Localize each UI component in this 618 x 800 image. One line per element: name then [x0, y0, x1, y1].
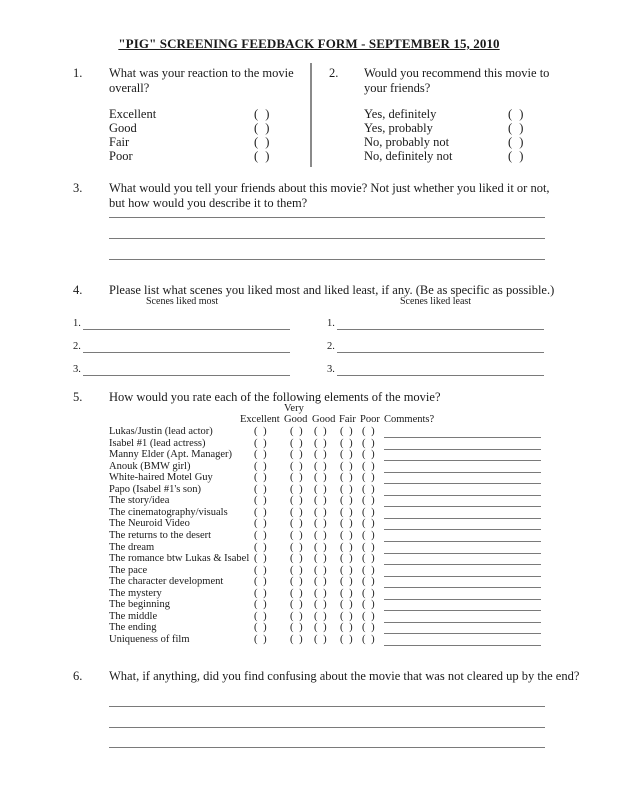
q6-answer-line-2[interactable]: [109, 717, 545, 728]
q1-option-radio[interactable]: ( ): [254, 135, 272, 149]
rating-row-label: The middle: [109, 610, 158, 622]
rating-radio-excellent[interactable]: ( ): [254, 587, 269, 599]
rating-radio-poor[interactable]: ( ): [362, 460, 377, 472]
rating-row-label: Manny Elder (Apt. Manager): [109, 449, 233, 461]
rating-radio-excellent[interactable]: ( ): [254, 449, 269, 461]
rating-radio-excellent[interactable]: ( ): [254, 529, 269, 541]
q4-number: 4.: [73, 283, 83, 297]
rating-row-label: The ending: [109, 622, 157, 634]
rating-radio-excellent[interactable]: ( ): [254, 483, 269, 495]
rating-radio-poor[interactable]: ( ): [362, 437, 377, 449]
rating-radio-very-good[interactable]: ( ): [290, 518, 305, 530]
rating-radio-good[interactable]: ( ): [314, 495, 329, 507]
rating-row-label: Lukas/Justin (lead actor): [109, 426, 213, 437]
q2-option-label: No, definitely not: [364, 149, 453, 163]
rating-row-label: The character development: [109, 576, 224, 588]
q3-answer-line-3[interactable]: [109, 249, 545, 260]
rating-radio-fair[interactable]: ( ): [340, 449, 355, 461]
rating-radio-good[interactable]: ( ): [314, 518, 329, 530]
rating-radio-fair[interactable]: ( ): [340, 495, 355, 507]
rating-radio-good[interactable]: ( ): [314, 576, 329, 588]
rating-radio-excellent[interactable]: ( ): [254, 610, 269, 622]
rating-radio-good[interactable]: ( ): [314, 564, 329, 576]
rating-radio-excellent[interactable]: ( ): [254, 426, 269, 437]
rating-radio-fair[interactable]: ( ): [340, 587, 355, 599]
q1-option-radio[interactable]: ( ): [254, 149, 272, 163]
q1-option-radio[interactable]: ( ): [254, 107, 272, 121]
liked-least-input[interactable]: [337, 342, 544, 353]
liked-most-item-number: 1.: [73, 318, 81, 329]
rating-radio-very-good[interactable]: ( ): [290, 472, 305, 484]
rating-row-label: The returns to the desert: [109, 529, 212, 541]
q1-text-line2: overall?: [109, 81, 150, 95]
q5-number: 5.: [73, 390, 83, 404]
q4-text: Please list what scenes you liked most and liked least, if any. (Be as specific as possible.): [109, 283, 555, 297]
rating-radio-poor[interactable]: ( ): [362, 518, 377, 530]
scenes-liked-least-label: Scenes liked least: [400, 296, 472, 307]
liked-most-input[interactable]: [83, 319, 290, 330]
rating-radio-fair[interactable]: ( ): [340, 426, 355, 437]
rating-radio-excellent[interactable]: ( ): [254, 553, 269, 565]
rating-radio-fair[interactable]: ( ): [340, 633, 355, 645]
q5-text: How would you rate each of the following elements of the movie?: [109, 390, 441, 404]
q6-text: What, if anything, did you find confusing about the movie that was not cleared up by the end?: [109, 669, 580, 683]
rating-radio-poor[interactable]: ( ): [362, 529, 377, 541]
liked-most-item-number: 3.: [73, 364, 81, 375]
header-excellent: Excellent: [240, 414, 280, 425]
liked-most-input[interactable]: [83, 342, 290, 353]
q1-option-label: Fair: [109, 135, 130, 149]
rating-comment-input[interactable]: [384, 612, 541, 623]
rating-radio-excellent[interactable]: ( ): [254, 541, 269, 553]
rating-radio-very-good[interactable]: ( ): [290, 610, 305, 622]
rating-radio-good[interactable]: ( ): [314, 529, 329, 541]
q1-text-line1: What was your reaction to the movie: [109, 66, 294, 80]
scenes-liked-most-label: Scenes liked most: [146, 296, 219, 307]
rating-radio-fair[interactable]: ( ): [340, 564, 355, 576]
rating-radio-very-good[interactable]: ( ): [290, 622, 305, 634]
rating-radio-excellent[interactable]: ( ): [254, 518, 269, 530]
rating-radio-very-good[interactable]: ( ): [290, 426, 305, 437]
rating-radio-poor[interactable]: ( ): [362, 506, 377, 518]
rating-radio-good[interactable]: ( ): [314, 460, 329, 472]
rating-comment-input[interactable]: [384, 485, 541, 496]
q1-number: 1.: [73, 66, 83, 80]
rating-radio-good[interactable]: ( ): [314, 599, 329, 611]
rating-radio-fair[interactable]: ( ): [340, 518, 355, 530]
rating-radio-good[interactable]: ( ): [314, 437, 329, 449]
rating-radio-poor[interactable]: ( ): [362, 495, 377, 507]
rating-radio-very-good[interactable]: ( ): [290, 553, 305, 565]
rating-radio-very-good[interactable]: ( ): [290, 506, 305, 518]
rating-radio-fair[interactable]: ( ): [340, 437, 355, 449]
rating-row-label: The story/idea: [109, 495, 170, 507]
rating-radio-excellent[interactable]: ( ): [254, 576, 269, 588]
liked-most-input[interactable]: [83, 365, 290, 376]
liked-least-input[interactable]: [337, 365, 544, 376]
rating-radio-poor[interactable]: ( ): [362, 472, 377, 484]
rating-radio-good[interactable]: ( ): [314, 553, 329, 565]
rating-comment-input[interactable]: [384, 577, 541, 588]
column-divider: [310, 63, 312, 167]
rating-row-label: White-haired Motel Guy: [109, 472, 213, 484]
rating-radio-fair[interactable]: ( ): [340, 553, 355, 565]
q2-option-radio[interactable]: ( ): [508, 121, 526, 135]
rating-row-label: Uniqueness of film: [109, 633, 190, 645]
rating-radio-poor[interactable]: ( ): [362, 553, 377, 565]
rating-radio-poor[interactable]: ( ): [362, 426, 377, 437]
rating-radio-fair[interactable]: ( ): [340, 576, 355, 588]
q1-option-label: Excellent: [109, 107, 157, 121]
rating-radio-excellent[interactable]: ( ): [254, 506, 269, 518]
rating-comment-input[interactable]: [384, 635, 541, 646]
rating-radio-poor[interactable]: ( ): [362, 564, 377, 576]
rating-radio-fair[interactable]: ( ): [340, 541, 355, 553]
rating-radio-excellent[interactable]: ( ): [254, 472, 269, 484]
liked-least-input[interactable]: [337, 319, 544, 330]
rating-comment-input[interactable]: [384, 508, 541, 519]
q2-option-label: No, probably not: [364, 135, 450, 149]
rating-radio-very-good[interactable]: ( ): [290, 460, 305, 472]
rating-comment-input[interactable]: [384, 427, 541, 438]
rating-radio-poor[interactable]: ( ): [362, 449, 377, 461]
rating-radio-poor[interactable]: ( ): [362, 587, 377, 599]
rating-comment-input[interactable]: [384, 450, 541, 461]
rating-radio-excellent[interactable]: ( ): [254, 495, 269, 507]
q2-option-radio[interactable]: ( ): [508, 149, 526, 163]
liked-most-item-number: 2.: [73, 341, 81, 352]
rating-radio-excellent[interactable]: ( ): [254, 599, 269, 611]
rating-radio-excellent[interactable]: ( ): [254, 564, 269, 576]
rating-radio-very-good[interactable]: ( ): [290, 483, 305, 495]
liked-least-item-number: 2.: [327, 341, 335, 352]
liked-least-item-number: 1.: [327, 318, 335, 329]
q6-answer-line-3[interactable]: [109, 737, 545, 748]
header-comments: Comments?: [384, 414, 435, 425]
q2-text-line1: Would you recommend this movie to: [364, 66, 550, 80]
liked-least-item-number: 3.: [327, 364, 335, 375]
rating-radio-very-good[interactable]: ( ): [290, 587, 305, 599]
rating-radio-poor[interactable]: ( ): [362, 541, 377, 553]
rating-radio-very-good[interactable]: ( ): [290, 541, 305, 553]
rating-row-label: The dream: [109, 541, 155, 553]
rating-radio-fair[interactable]: ( ): [340, 483, 355, 495]
rating-row-label: The beginning: [109, 599, 170, 611]
rating-comment-input[interactable]: [384, 600, 541, 611]
q1-option-radio[interactable]: ( ): [254, 121, 272, 135]
rating-radio-fair[interactable]: ( ): [340, 460, 355, 472]
rating-comment-input[interactable]: [384, 496, 541, 507]
rating-radio-very-good[interactable]: ( ): [290, 576, 305, 588]
rating-comment-input[interactable]: [384, 531, 541, 542]
rating-comment-input[interactable]: [384, 554, 541, 565]
rating-radio-good[interactable]: ( ): [314, 587, 329, 599]
rating-row-label: Papo (Isabel #1's son): [109, 483, 202, 495]
rating-radio-good[interactable]: ( ): [314, 426, 329, 437]
q2-text-line2: your friends?: [364, 81, 431, 95]
rating-radio-very-good[interactable]: ( ): [290, 437, 305, 449]
rating-comment-input[interactable]: [384, 473, 541, 484]
q3-answer-line-1[interactable]: [109, 207, 545, 218]
rating-radio-poor[interactable]: ( ): [362, 622, 377, 634]
rating-radio-good[interactable]: ( ): [314, 541, 329, 553]
rating-radio-fair[interactable]: ( ): [340, 529, 355, 541]
form-title: "PIG" SCREENING FEEDBACK FORM - SEPTEMBER 15, 2010: [118, 36, 500, 51]
q2-option-radio[interactable]: ( ): [508, 135, 526, 149]
rating-radio-poor[interactable]: ( ): [362, 633, 377, 645]
rating-radio-excellent[interactable]: ( ): [254, 622, 269, 634]
rating-row-label: The romance btw Lukas & Isabel: [109, 553, 250, 565]
rating-radio-very-good[interactable]: ( ): [290, 564, 305, 576]
q2-option-radio[interactable]: ( ): [508, 107, 526, 121]
rating-row-label: The Neuroid Video: [109, 518, 190, 530]
rating-radio-good[interactable]: ( ): [314, 449, 329, 461]
rating-radio-very-good[interactable]: ( ): [290, 495, 305, 507]
q2-option-label: Yes, definitely: [364, 107, 437, 121]
rating-row-label: Isabel #1 (lead actress): [109, 437, 206, 449]
rating-radio-fair[interactable]: ( ): [340, 622, 355, 634]
rating-radio-fair[interactable]: ( ): [340, 472, 355, 484]
rating-row-label: The pace: [109, 564, 148, 576]
header-good: Good: [312, 414, 336, 425]
rating-radio-excellent[interactable]: ( ): [254, 460, 269, 472]
rating-comment-input[interactable]: [384, 519, 541, 530]
rating-radio-poor[interactable]: ( ): [362, 483, 377, 495]
rating-radio-good[interactable]: ( ): [314, 472, 329, 484]
rating-radio-good[interactable]: ( ): [314, 633, 329, 645]
rating-radio-good[interactable]: ( ): [314, 622, 329, 634]
q6-number: 6.: [73, 669, 83, 683]
q1-option-label: Poor: [109, 149, 133, 163]
q6-answer-line-1[interactable]: [109, 696, 545, 707]
header-fair: Fair: [339, 414, 356, 425]
rating-radio-good[interactable]: ( ): [314, 610, 329, 622]
q3-text-line2: but how would you describe it to them?: [109, 196, 308, 210]
rating-comment-input[interactable]: [384, 589, 541, 600]
rating-radio-very-good[interactable]: ( ): [290, 449, 305, 461]
q3-answer-line-2[interactable]: [109, 228, 545, 239]
rating-comment-input[interactable]: [384, 439, 541, 450]
rating-radio-excellent[interactable]: ( ): [254, 437, 269, 449]
q3-number: 3.: [73, 181, 83, 195]
header-very-good: Good: [284, 414, 308, 425]
rating-radio-poor[interactable]: ( ): [362, 576, 377, 588]
rating-radio-poor[interactable]: ( ): [362, 610, 377, 622]
rating-radio-poor[interactable]: ( ): [362, 599, 377, 611]
rating-radio-good[interactable]: ( ): [314, 483, 329, 495]
rating-radio-fair[interactable]: ( ): [340, 599, 355, 611]
header-poor: Poor: [360, 414, 380, 425]
rating-row-label: Anouk (BMW girl): [109, 460, 191, 472]
rating-row-label: The cinematography/visuals: [109, 506, 228, 518]
rating-radio-very-good[interactable]: ( ): [290, 529, 305, 541]
rating-radio-fair[interactable]: ( ): [340, 506, 355, 518]
q1-option-label: Good: [109, 121, 137, 135]
rating-radio-very-good[interactable]: ( ): [290, 599, 305, 611]
rating-comment-input[interactable]: [384, 462, 541, 473]
rating-row-label: The mystery: [109, 587, 162, 599]
rating-comment-input[interactable]: [384, 543, 541, 554]
q2-number: 2.: [329, 66, 339, 80]
rating-radio-good[interactable]: ( ): [314, 506, 329, 518]
rating-radio-fair[interactable]: ( ): [340, 610, 355, 622]
rating-comment-input[interactable]: [384, 623, 541, 634]
q3-text-line1: What would you tell your friends about this movie? Not just whether you liked it or not,: [109, 181, 550, 195]
rating-comment-input[interactable]: [384, 566, 541, 577]
header-very: Very: [284, 403, 304, 414]
rating-radio-very-good[interactable]: ( ): [290, 633, 305, 645]
q2-option-label: Yes, probably: [364, 121, 433, 135]
rating-radio-excellent[interactable]: ( ): [254, 633, 269, 645]
